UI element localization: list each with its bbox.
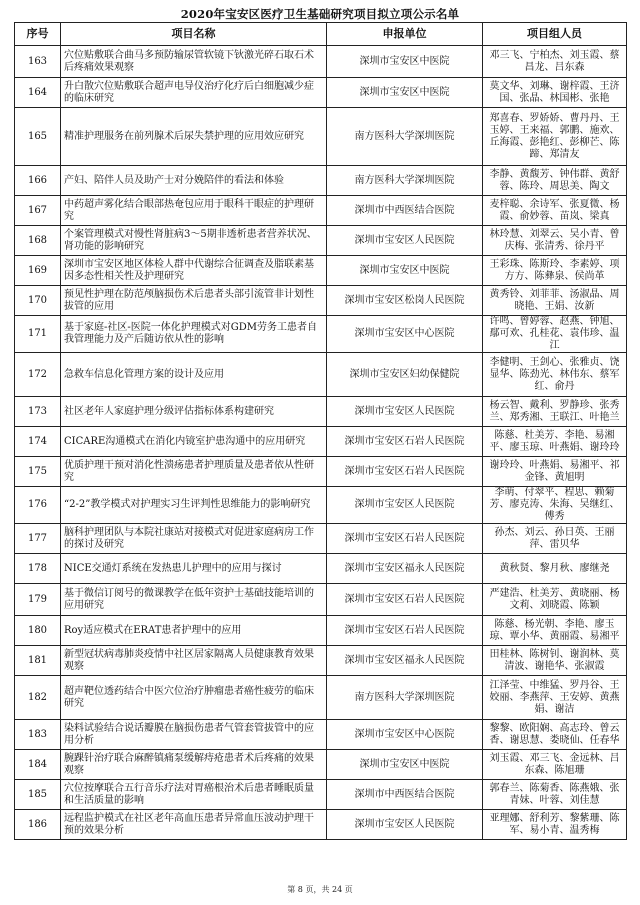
applicant-unit: 深圳市宝安区石岩人民医院 (327, 616, 483, 646)
row-number: 163 (15, 46, 61, 78)
row-number: 166 (15, 166, 61, 196)
applicant-unit: 深圳市宝安区石岩人民医院 (327, 524, 483, 554)
applicant-unit: 南方医科大学深圳医院 (327, 676, 483, 720)
project-name: 预见性护理在防范颅脑损伤术后患者头部引流管非计划性拔管的应用 (61, 286, 327, 316)
applicant-unit: 深圳市宝安区中心医院 (327, 720, 483, 750)
row-number: 168 (15, 226, 61, 256)
table-row (15, 554, 627, 584)
project-name: 精准护理服务在前列腺术后尿失禁护理的应用效应研究 (61, 108, 327, 166)
project-name: 穴位按摩联合五行音乐疗法对胃癌根治术后患者睡眠质量和生活质量的影响 (61, 780, 327, 810)
row-number: 172 (15, 353, 61, 397)
row-number: 165 (15, 108, 61, 166)
table-row (15, 108, 627, 166)
project-members: 许鸣、曾婷蓉、赵燕、钟旭、鄢可欢、孔桂花、袁伟珍、温江 (483, 316, 627, 353)
applicant-unit: 深圳市宝安区人民医院 (327, 397, 483, 427)
applicant-unit: 深圳市宝安区石岩人民医院 (327, 457, 483, 487)
table-row (15, 78, 627, 108)
row-number: 185 (15, 780, 61, 810)
table-row (15, 166, 627, 196)
project-name: 优质护理干预对消化性溃疡患者护理质量及患者依从性研究 (61, 457, 327, 487)
row-number: 180 (15, 616, 61, 646)
page-title: 2020年宝安区医疗卫生基础研究项目拟立项公示名单 (180, 7, 460, 21)
table-row (15, 720, 627, 750)
applicant-unit: 深圳市宝安区中医院 (327, 750, 483, 780)
table-row (15, 196, 627, 226)
project-name: 升白散穴位贴敷联合超声电导仪治疗化疗后白细胞减少症的临床研究 (61, 78, 327, 108)
project-name: 个案管理模式对慢性肾脏病3～5期非透析患者营养状况、肾功能的影响研究 (61, 226, 327, 256)
header-members: 项目组人员 (483, 23, 627, 46)
table-row (15, 780, 627, 810)
project-name: CICARE沟通模式在消化内镜室护患沟通中的应用研究 (61, 427, 327, 457)
project-name: 深圳市宝安区地区体检人群中代谢综合征调查及脂联素基因多态性相关性及护理研究 (61, 256, 327, 286)
project-name: 社区老年人家庭护理分级评估指标体系构建研究 (61, 397, 327, 427)
project-members: 黄秀铃、刘菲菲、汤淑晶、周晓艳、王娟、汝新 (483, 286, 627, 316)
project-name: 基于微信订阅号的微课教学在低年资护士基础技能培训的应用研究 (61, 584, 327, 616)
table-row (15, 810, 627, 840)
project-members: 陈慈、杨光朝、李艳、廖玉琼、覃小华、黄丽霞、易湘平 (483, 616, 627, 646)
page-footer: 第 8 页，共 24 页 (287, 885, 353, 894)
project-members: 孙杰、刘云、孙日英、王丽萍、雷贝华 (483, 524, 627, 554)
table-row (15, 646, 627, 676)
row-number: 176 (15, 487, 61, 524)
row-number: 179 (15, 584, 61, 616)
applicant-unit: 深圳市宝安区石岩人民医院 (327, 584, 483, 616)
table-row (15, 427, 627, 457)
table-row (15, 256, 627, 286)
row-number: 164 (15, 78, 61, 108)
project-members: 亚理娜、舒利芳、黎紫珊、陈军、易小青、温秀梅 (483, 810, 627, 840)
table-row (15, 750, 627, 780)
table-row (15, 353, 627, 397)
row-number: 167 (15, 196, 61, 226)
project-members: 李健明、王剑心、张雅贞、饶显华、陈劲光、林伟东、蔡军红、俞丹 (483, 353, 627, 397)
project-name: Roy适应模式在ERAT患者护理中的应用 (61, 616, 327, 646)
project-members: 陈慈、杜美芳、李艳、易湘平、廖玉琼、叶燕娟、谢玲玲 (483, 427, 627, 457)
project-members: 黄秋贤、黎月秋、廖继尧 (483, 554, 627, 584)
project-name: 超声靶位透药结合中医穴位治疗肿瘤患者癌性疲劳的临床研究 (61, 676, 327, 720)
project-members: 莫文华、刘琳、谢梓霞、王济国、张晶、林国彬、张艳 (483, 78, 627, 108)
project-name: “2-2”教学模式对护理实习生评判性思维能力的影响研究 (61, 487, 327, 524)
project-name: 急救车信息化管理方案的设计及应用 (61, 353, 327, 397)
applicant-unit: 深圳市宝安区人民医院 (327, 810, 483, 840)
project-name: 腕踝针治疗联合麻醉镇痛泵缓解痔疮患者术后疼痛的效果观察 (61, 750, 327, 780)
row-number: 174 (15, 427, 61, 457)
project-members: 杨云智、戴利、罗静珍、张秀兰、郑秀湘、王联江、叶艳兰 (483, 397, 627, 427)
project-members: 谢玲玲、叶燕娟、易湘平、祁金锋、黄旭明 (483, 457, 627, 487)
row-number: 171 (15, 316, 61, 353)
project-members: 李萌、付翠平、程思、赖菊芳、廖克涛、朱海、吴继红、傅秀 (483, 487, 627, 524)
project-name: 穴位贴敷联合曲马多预防输尿管软镜下钬激光碎石取石术后疼痛效果观察 (61, 46, 327, 78)
project-members: 郭春兰、陈菊香、陈燕娥、张青妹、叶蓉、刘佳慧 (483, 780, 627, 810)
project-name: 基于家庭-社区-医院一体化护理模式对GDM劳务工患者自我管理能力及产后随访依从性的影响 (61, 316, 327, 353)
applicant-unit: 深圳市宝安区福永人民医院 (327, 554, 483, 584)
header-project-name: 项目名称 (61, 23, 327, 46)
row-number: 177 (15, 524, 61, 554)
row-number: 182 (15, 676, 61, 720)
row-number: 181 (15, 646, 61, 676)
project-name: 新型冠状病毒肺炎疫情中社区居家隔离人员健康教育效果观察 (61, 646, 327, 676)
applicant-unit: 深圳市宝安区人民医院 (327, 226, 483, 256)
applicant-unit: 南方医科大学深圳医院 (327, 166, 483, 196)
project-members: 麦梓聪、余诗军、张夏微、杨霞、俞妙蓉、苗岚、梁真 (483, 196, 627, 226)
project-table (14, 22, 627, 840)
applicant-unit: 深圳市宝安区中心医院 (327, 316, 483, 353)
row-number: 184 (15, 750, 61, 780)
project-name: 远程监护模式在社区老年高血压患者异常血压波动护理干预的效果分析 (61, 810, 327, 840)
applicant-unit: 深圳市中西医结合医院 (327, 196, 483, 226)
applicant-unit: 深圳市宝安区中医院 (327, 46, 483, 78)
table-row (15, 487, 627, 524)
project-members: 黎黎、欧阳娴、高志玲、曾云香、谢思慧、娄晓仙、任春华 (483, 720, 627, 750)
project-name: 产妇、陪伴人员及助产士对分娩陪伴的看法和体验 (61, 166, 327, 196)
table-row (15, 46, 627, 78)
table-row (15, 316, 627, 353)
header-seq: 序号 (15, 23, 61, 46)
project-members: 郑喜春、罗娇娇、曹丹丹、王玉婷、王来福、郭鹏、施欢、丘海霞、彭艳红、彭柳芒、陈蹄、郑清友 (483, 108, 627, 166)
applicant-unit: 深圳市宝安区中医院 (327, 256, 483, 286)
project-members: 王彩珠、陈斯玲、李素婷、项方方、陈彝泉、侯尚革 (483, 256, 627, 286)
table-row (15, 286, 627, 316)
applicant-unit: 南方医科大学深圳医院 (327, 108, 483, 166)
row-number: 183 (15, 720, 61, 750)
applicant-unit: 深圳市宝安区人民医院 (327, 487, 483, 524)
project-members: 刘玉霞、邓三飞、金远林、吕东森、陈旭珊 (483, 750, 627, 780)
project-members: 田桂林、陈树钊、谢润林、莫清波、谢艳华、张淑霞 (483, 646, 627, 676)
project-members: 邓三飞、宁柏杰、刘玉霞、蔡昌龙、吕东森 (483, 46, 627, 78)
project-name: 脑科护理团队与本院社康站对接模式对促进家庭病房工作的探讨及研究 (61, 524, 327, 554)
table-row (15, 226, 627, 256)
table-row (15, 397, 627, 427)
row-number: 175 (15, 457, 61, 487)
project-members: 李静、黄馥芳、钟伟群、黄舒蓉、陈玲、周思美、陶文 (483, 166, 627, 196)
header-unit: 申报单位 (327, 23, 483, 46)
applicant-unit: 深圳市宝安区石岩人民医院 (327, 427, 483, 457)
applicant-unit: 深圳市宝安区妇幼保健院 (327, 353, 483, 397)
row-number: 186 (15, 810, 61, 840)
row-number: 170 (15, 286, 61, 316)
applicant-unit: 深圳市宝安区福永人民医院 (327, 646, 483, 676)
table-header-row (15, 23, 627, 46)
row-number: 178 (15, 554, 61, 584)
project-members: 严建浩、杜美芳、黄晓丽、杨文莉、刘晓霞、陈颖 (483, 584, 627, 616)
table-row (15, 524, 627, 554)
applicant-unit: 深圳市宝安区中医院 (327, 78, 483, 108)
row-number: 169 (15, 256, 61, 286)
table-row (15, 676, 627, 720)
table-row (15, 457, 627, 487)
project-members: 江泽莹、中维猛、罗丹谷、王姣丽、李燕萍、王安婷、黄燕娟、谢洁 (483, 676, 627, 720)
project-name: NICE交通灯系统在发热患儿护理中的应用与探讨 (61, 554, 327, 584)
applicant-unit: 深圳市中西医结合医院 (327, 780, 483, 810)
project-name: 染料试验结合说话瓣膜在脑损伤患者气管套管拔管中的应用分析 (61, 720, 327, 750)
project-members: 林玲慧、刘翠云、吴小青、曾庆梅、张清秀、徐丹平 (483, 226, 627, 256)
table-row (15, 584, 627, 616)
project-name: 中药超声雾化结合眼部热奄包应用于眼科干眼症的护理研究 (61, 196, 327, 226)
applicant-unit: 深圳市宝安区松岗人民医院 (327, 286, 483, 316)
table-row (15, 616, 627, 646)
row-number: 173 (15, 397, 61, 427)
